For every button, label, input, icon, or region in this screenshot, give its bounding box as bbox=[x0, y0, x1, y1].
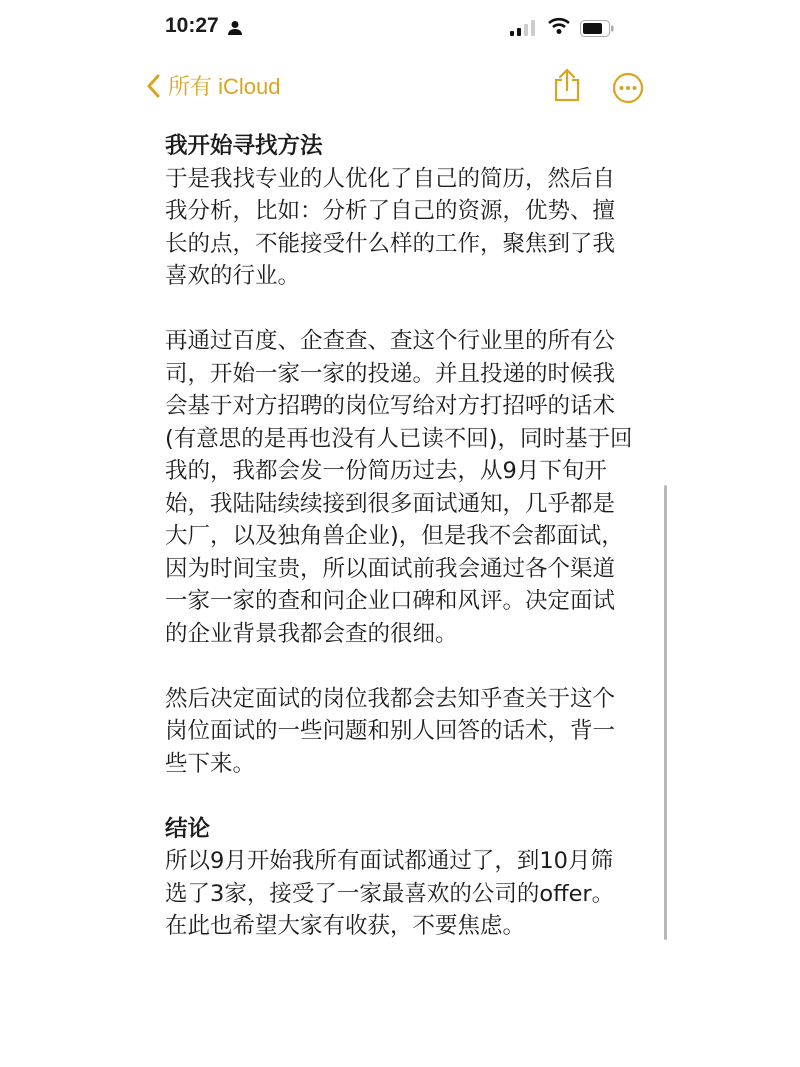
note-text-line: 司，开始一家一家的投递。并且投递的时候我 bbox=[165, 360, 616, 387]
back-button[interactable] bbox=[146, 70, 280, 101]
status-time: 10:27 bbox=[165, 14, 219, 37]
note-text-line: 些下来。 bbox=[165, 750, 256, 777]
paragraph-gap bbox=[165, 650, 665, 683]
share-icon[interactable] bbox=[552, 68, 582, 102]
note-text-line: 选了3家，接受了一家最喜欢的公司的offer。 bbox=[165, 880, 615, 907]
note-text-line: 于是我找专业的人优化了自己的简历，然后自 bbox=[165, 165, 616, 192]
note-text-line: 始，我陆陆续续接到很多面试通知，几乎都是 bbox=[165, 490, 616, 517]
note-text-line: 因为时间宝贵，所以面试前我会通过各个渠道 bbox=[165, 555, 616, 582]
cellular-signal-icon bbox=[510, 20, 538, 36]
navigation-bar bbox=[140, 68, 660, 108]
note-body[interactable] bbox=[165, 130, 665, 943]
paragraph-gap bbox=[165, 293, 665, 326]
back-label: 所有 iCloud bbox=[168, 74, 281, 99]
status-bar bbox=[165, 14, 645, 44]
scrollbar[interactable] bbox=[664, 485, 667, 940]
more-options-icon[interactable] bbox=[612, 72, 644, 104]
note-text-line: 的企业背景我都会查的很细。 bbox=[165, 620, 458, 647]
note-text-line: 所以9月开始我所有面试都通过了，到10月筛 bbox=[165, 848, 613, 874]
person-icon bbox=[227, 20, 243, 36]
note-text-line: 再通过百度、企查查、查这个行业里的所有公 bbox=[165, 328, 616, 354]
chevron-left-icon bbox=[146, 74, 160, 98]
note-text-line: (有意思的是再也没有人已读不回)，同时基于回 bbox=[165, 425, 633, 452]
note-heading: 结论 bbox=[165, 815, 211, 842]
note-heading: 我开始寻找方法 bbox=[165, 133, 323, 159]
note-text-line: 大厂，以及独角兽企业)，但是我不会都面试， bbox=[165, 523, 624, 549]
note-text-line: 喜欢的行业。 bbox=[165, 263, 301, 289]
note-text-line: 岗位面试的一些问题和别人回答的话术，背一 bbox=[165, 718, 616, 744]
note-text-line: 我分析，比如：分析了自己的资源，优势、擅 bbox=[165, 198, 616, 224]
note-text-line: 在此也希望大家有收获，不要焦虑。 bbox=[165, 913, 526, 939]
paragraph-gap bbox=[165, 780, 665, 813]
note-text-line: 会基于对方招聘的岗位写给对方打招呼的话术 bbox=[165, 393, 616, 419]
note-text-line: 然后决定面试的岗位我都会去知乎查关于这个 bbox=[165, 685, 616, 712]
wifi-icon bbox=[548, 17, 570, 35]
battery-icon bbox=[580, 20, 614, 37]
note-text-line: 我的，我都会发一份简历过去，从9月下旬开 bbox=[165, 458, 607, 484]
note-text-line: 一家一家的查和问企业口碑和风评。决定面试 bbox=[165, 588, 616, 614]
note-text-line: 长的点，不能接受什么样的工作，聚焦到了我 bbox=[165, 230, 616, 257]
